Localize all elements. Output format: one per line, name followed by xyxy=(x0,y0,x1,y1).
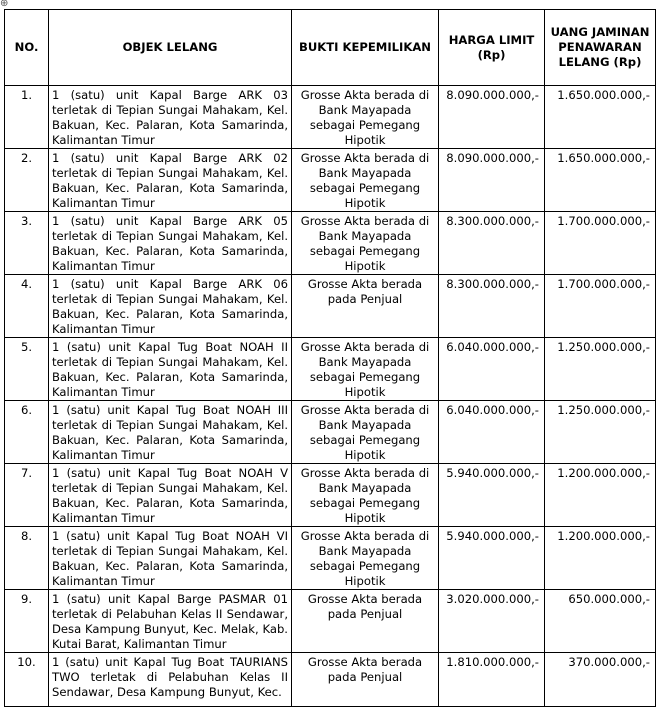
header-objek: OBJEK LELANG xyxy=(49,10,292,86)
row-harga: 8.090.000.000,- xyxy=(439,86,545,149)
row-objek: 1 (satu) unit Kapal Tug Boat NOAH VI terletak di Tepian Sungai Mahakam, Kel. Bakuan, Kec. Palaran, Kota Samarinda, Kalimantan Timur xyxy=(49,527,292,590)
row-no: 3. xyxy=(5,212,49,275)
row-objek: 1 (satu) unit Kapal Tug Boat NOAH V terletak di Tepian Sungai Mahakam, Kel. Bakuan, Kec. Palaran, Kota Samarinda, Kalimantan Timur xyxy=(49,464,292,527)
row-harga: 1.810.000.000,- xyxy=(439,653,545,707)
table-row xyxy=(5,401,656,464)
table-row xyxy=(5,149,656,212)
header-bukti: BUKTI KEPEMILIKAN xyxy=(292,10,439,86)
row-harga: 3.020.000.000,- xyxy=(439,590,545,653)
row-bukti: Grosse Akta berada pada Penjual xyxy=(292,653,439,707)
row-no: 5. xyxy=(5,338,49,401)
table-row xyxy=(5,86,656,149)
row-no: 9. xyxy=(5,590,49,653)
row-objek: 1 (satu) unit Kapal Barge ARK 06 terletak di Tepian Sungai Mahakam, Kel. Bakuan, Kec. Palaran, Kota Samarinda, Kalimantan Timur xyxy=(49,275,292,338)
row-uang: 1.650.000.000,- xyxy=(545,149,656,212)
table-row xyxy=(5,590,656,653)
row-objek: 1 (satu) unit Kapal Barge PASMAR 01 terletak di Pelabuhan Kelas II Sendawar, Desa Kampung Bunyut, Kec. Melak, Kab. Kutai Barat, Kalimantan Timur xyxy=(49,590,292,653)
row-no: 1. xyxy=(5,86,49,149)
row-bukti: Grosse Akta berada di Bank Mayapada sebagai Pemegang Hipotik xyxy=(292,86,439,149)
header-row xyxy=(5,10,656,86)
row-objek: 1 (satu) unit Kapal Barge ARK 02 terletak di Tepian Sungai Mahakam, Kel. Bakuan, Kec. Palaran, Kota Samarinda, Kalimantan Timur xyxy=(49,149,292,212)
row-harga: 5.940.000.000,- xyxy=(439,527,545,590)
row-objek: 1 (satu) unit Kapal Tug Boat TAURIANS TWO terletak di Pelabuhan Kelas II Sendawar, Desa Kampung Bunyut, Kec. xyxy=(49,653,292,707)
table-row xyxy=(5,275,656,338)
auction-table xyxy=(4,9,656,707)
header-harga: HARGA LIMIT (Rp) xyxy=(439,10,545,86)
row-uang: 650.000.000,- xyxy=(545,590,656,653)
row-bukti: Grosse Akta berada di Bank Mayapada sebagai Pemegang Hipotik xyxy=(292,527,439,590)
row-objek: 1 (satu) unit Kapal Barge ARK 03 terletak di Tepian Sungai Mahakam, Kel. Bakuan, Kec. Palaran, Kota Samarinda, Kalimantan Timur xyxy=(49,86,292,149)
row-uang: 1.250.000.000,- xyxy=(545,338,656,401)
row-bukti: Grosse Akta berada di Bank Mayapada sebagai Pemegang Hipotik xyxy=(292,401,439,464)
row-harga: 8.300.000.000,- xyxy=(439,212,545,275)
row-no: 8. xyxy=(5,527,49,590)
row-uang: 1.650.000.000,- xyxy=(545,86,656,149)
row-no: 7. xyxy=(5,464,49,527)
row-harga: 8.090.000.000,- xyxy=(439,149,545,212)
row-uang: 1.700.000.000,- xyxy=(545,275,656,338)
row-no: 4. xyxy=(5,275,49,338)
row-no: 6. xyxy=(5,401,49,464)
table-row xyxy=(5,464,656,527)
row-objek: 1 (satu) unit Kapal Barge ARK 05 terletak di Tepian Sungai Mahakam, Kel. Bakuan, Kec. Palaran, Kota Samarinda, Kalimantan Timur xyxy=(49,212,292,275)
row-uang: 1.700.000.000,- xyxy=(545,212,656,275)
table-row xyxy=(5,653,656,707)
row-uang: 370.000.000,- xyxy=(545,653,656,707)
row-uang: 1.200.000.000,- xyxy=(545,464,656,527)
row-bukti: Grosse Akta berada di Bank Mayapada sebagai Pemegang Hipotik xyxy=(292,212,439,275)
table-row xyxy=(5,338,656,401)
row-harga: 8.300.000.000,- xyxy=(439,275,545,338)
row-uang: 1.200.000.000,- xyxy=(545,527,656,590)
row-objek: 1 (satu) unit Kapal Tug Boat NOAH II terletak di Tepian Sungai Mahakam, Kel. Bakuan, Kec. Palaran, Kota Samarinda, Kalimantan Timur xyxy=(49,338,292,401)
row-no: 2. xyxy=(5,149,49,212)
header-no: NO. xyxy=(5,10,49,86)
row-harga: 6.040.000.000,- xyxy=(439,338,545,401)
row-objek: 1 (satu) unit Kapal Tug Boat NOAH III terletak di Tepian Sungai Mahakam, Kel. Bakuan, Kec. Palaran, Kota Samarinda, Kalimantan Timur xyxy=(49,401,292,464)
row-harga: 6.040.000.000,- xyxy=(439,401,545,464)
table-anchor-icon[interactable]: ⊕ xyxy=(0,0,9,9)
header-uang: UANG JAMINAN PENAWARAN LELANG (Rp) xyxy=(545,10,656,86)
row-uang: 1.250.000.000,- xyxy=(545,401,656,464)
table-row xyxy=(5,527,656,590)
row-bukti: Grosse Akta berada di Bank Mayapada sebagai Pemegang Hipotik xyxy=(292,464,439,527)
table-row xyxy=(5,212,656,275)
row-bukti: Grosse Akta berada di Bank Mayapada sebagai Pemegang Hipotik xyxy=(292,149,439,212)
row-bukti: Grosse Akta berada pada Penjual xyxy=(292,590,439,653)
row-bukti: Grosse Akta berada di Bank Mayapada sebagai Pemegang Hipotik xyxy=(292,338,439,401)
row-bukti: Grosse Akta berada pada Penjual xyxy=(292,275,439,338)
row-no: 10. xyxy=(5,653,49,707)
row-harga: 5.940.000.000,- xyxy=(439,464,545,527)
